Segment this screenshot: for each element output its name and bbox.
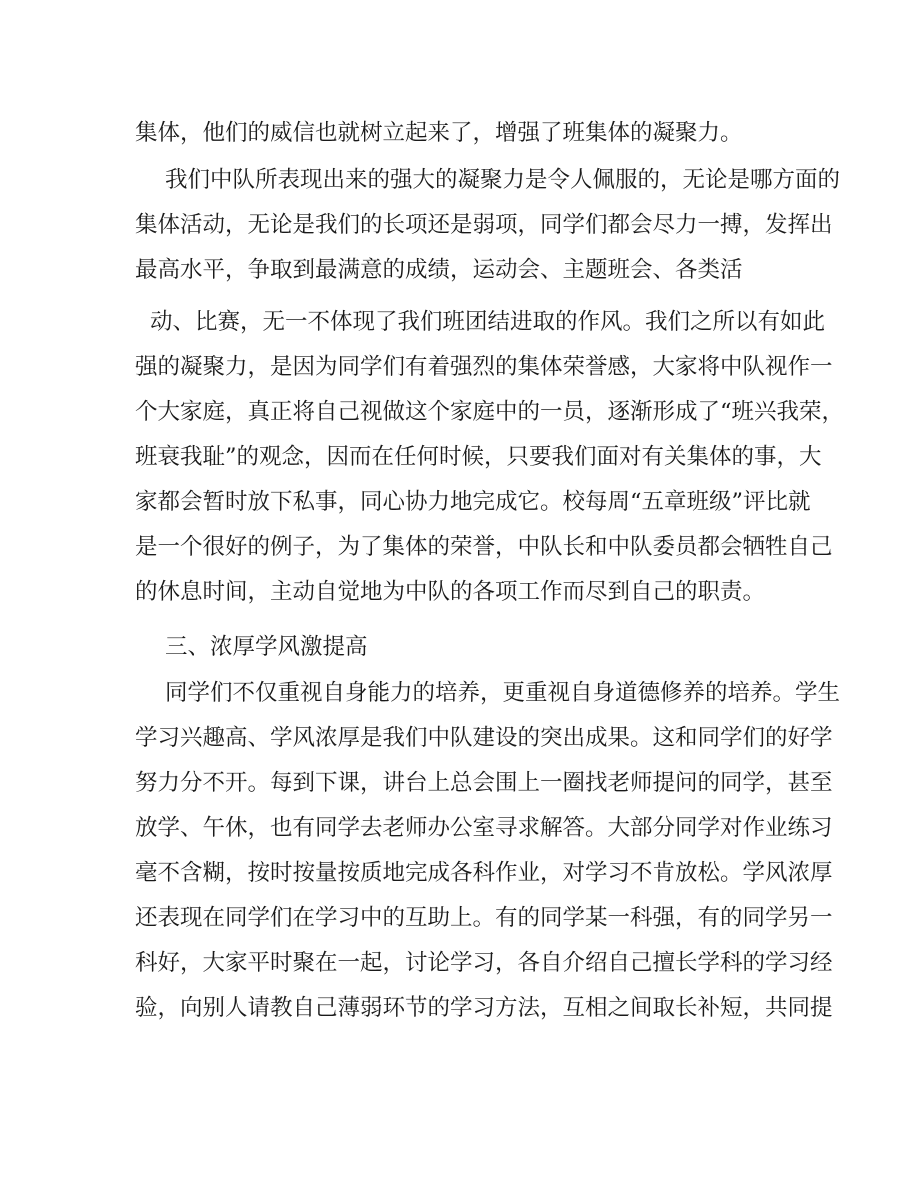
- paragraph-3-line-6: 还表现在同学们在学习中的互助上。有的同学某一科强，有的同学另一: [135, 905, 833, 931]
- paragraph-2-line-4: 动、比赛，无一不体现了我们班团结进取的作风。我们之所以有如此: [150, 309, 826, 335]
- section-heading: 三、浓厚学风激提高: [165, 634, 368, 660]
- paragraph-2-line-7: 班衰我耻”的观念，因而在任何时候，只要我们面对有关集体的事，大: [135, 444, 822, 470]
- paragraph-3-line-1: 同学们不仅重视自身能力的培养，更重视自身道德修养的培养。学生: [165, 680, 841, 706]
- paragraph-2-line-3: 最高水平，争取到最满意的成绩，运动会、主题班会、各类活: [135, 257, 743, 283]
- paragraph-2-line-9: 是一个很好的例子，为了集体的荣誉，中队长和中队委员都会牺牲自己: [135, 534, 833, 560]
- paragraph-3-line-8: 验，向别人请教自己薄弱环节的学习方法，互相之间取长补短，共同提: [135, 995, 833, 1021]
- paragraph-1-line-1: 集体，他们的威信也就树立起来了，增强了班集体的凝聚力。: [135, 120, 743, 146]
- paragraph-2-line-2: 集体活动，无论是我们的长项还是弱项，同学们都会尽力一搏，发挥出: [135, 212, 833, 238]
- paragraph-3-line-5: 毫不含糊，按时按量按质地完成各科作业，对学习不肯放松。学风浓厚: [135, 860, 833, 886]
- paragraph-3-line-3: 努力分不开。每到下课，讲台上总会围上一圈找老师提问的同学，甚至: [135, 770, 833, 796]
- paragraph-2-line-8: 家都会暂时放下私事，同心协力地完成它。校每周“五章班级”评比就: [135, 489, 811, 515]
- paragraph-2-line-10: 的休息时间，主动自觉地为中队的各项工作而尽到自己的职责。: [135, 579, 766, 605]
- paragraph-3-line-4: 放学、午休，也有同学去老师办公室寻求解答。大部分同学对作业练习: [135, 815, 833, 841]
- paragraph-2-line-1: 我们中队所表现出来的强大的凝聚力是令人佩服的，无论是哪方面的: [165, 167, 841, 193]
- paragraph-3-line-2: 学习兴趣高、学风浓厚是我们中队建设的突出成果。这和同学们的好学: [135, 725, 833, 751]
- paragraph-2-line-6: 个大家庭，真正将自己视做这个家庭中的一员，逐渐形成了“班兴我荣，: [135, 399, 845, 425]
- paragraph-3-line-7: 科好，大家平时聚在一起，讨论学习，各自介绍自己擅长学科的学习经: [135, 950, 833, 976]
- paragraph-2-line-5: 强的凝聚力，是因为同学们有着强烈的集体荣誉感，大家将中队视作一: [135, 354, 833, 380]
